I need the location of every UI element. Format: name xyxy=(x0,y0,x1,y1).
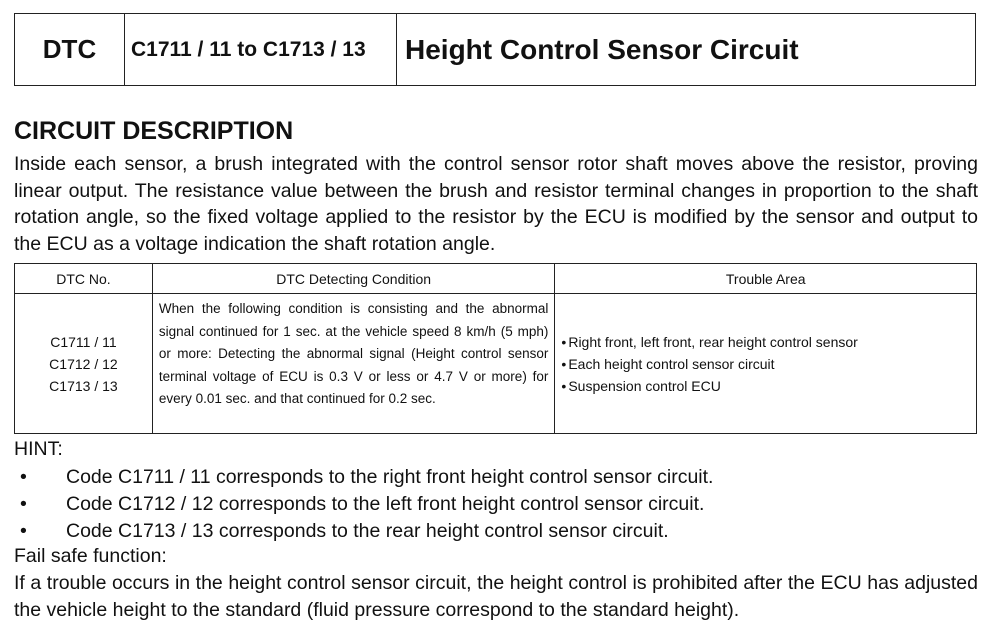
hint-list xyxy=(14,464,713,545)
fail-safe-label: Fail safe function: xyxy=(14,545,167,567)
dtc-header-box xyxy=(14,13,976,86)
list-item xyxy=(14,491,713,518)
table-header-row xyxy=(15,264,977,294)
column-header-dtc-no: DTC No. xyxy=(15,264,153,294)
dtc-label: DTC xyxy=(15,14,125,85)
trouble-area-item: • Each height control sensor circuit xyxy=(561,353,976,375)
circuit-description-text: Inside each sensor, a brush integrated with the control sensor rotor shaft moves above the resistor, proving linear output. The resistance value between the brush and resistor terminal changes in proportion to the shaft rotation angle, so the fixed voltage applied to the resistor by the ECU is modified by the sensor and output to the ECU as a voltage indication the shaft rotation angle. xyxy=(14,153,978,255)
list-item xyxy=(14,464,713,491)
dtc-code: C1711 / 11 xyxy=(50,333,117,350)
fail-safe-text: If a trouble occurs in the height control sensor circuit, the height control is prohibited after the ECU has adjusted the vehicle height to the standard (fluid pressure correspond to the standard height). xyxy=(14,572,978,621)
dtc-codes-cell xyxy=(15,294,153,434)
column-header-condition: DTC Detecting Condition xyxy=(152,264,555,294)
trouble-area-item: • Right front, left front, rear height control sensor xyxy=(561,331,976,353)
bullet-icon: • xyxy=(20,493,27,515)
hint-text: Code C1711 / 11 corresponds to the right front height control sensor circuit. xyxy=(66,466,714,488)
hint-label: HINT: xyxy=(14,438,63,460)
dtc-code-range: C1711 / 11 to C1713 / 13 xyxy=(125,14,397,85)
detecting-condition-cell: When the following condition is consisting and the abnormal signal continued for 1 sec. at the vehicle speed 8 km/h (5 mph) or more: Detecting the abnormal signal (Height control sensor terminal voltage of ECU is 0.3 V or less or 4.7 V or more) for every 0.01 sec. and that continued for 0.2 sec. xyxy=(152,294,555,434)
bullet-icon: • xyxy=(20,520,27,542)
hint-text: Code C1713 / 13 corresponds to the rear height control sensor circuit. xyxy=(66,520,669,542)
trouble-area-item: • Suspension control ECU xyxy=(561,375,976,397)
circuit-description-heading: CIRCUIT DESCRIPTION xyxy=(14,117,294,145)
hint-text: Code C1712 / 12 corresponds to the left front height control sensor circuit. xyxy=(66,493,705,515)
list-item xyxy=(14,518,713,545)
column-header-trouble-area: Trouble Area xyxy=(555,264,977,294)
dtc-code: C1713 / 13 xyxy=(49,377,118,394)
dtc-code: C1712 / 12 xyxy=(49,355,118,372)
dtc-table xyxy=(14,263,977,434)
trouble-area-cell xyxy=(555,294,977,434)
dtc-title: Height Control Sensor Circuit xyxy=(405,33,799,65)
table-row xyxy=(15,294,977,434)
bullet-icon: • xyxy=(20,466,27,488)
